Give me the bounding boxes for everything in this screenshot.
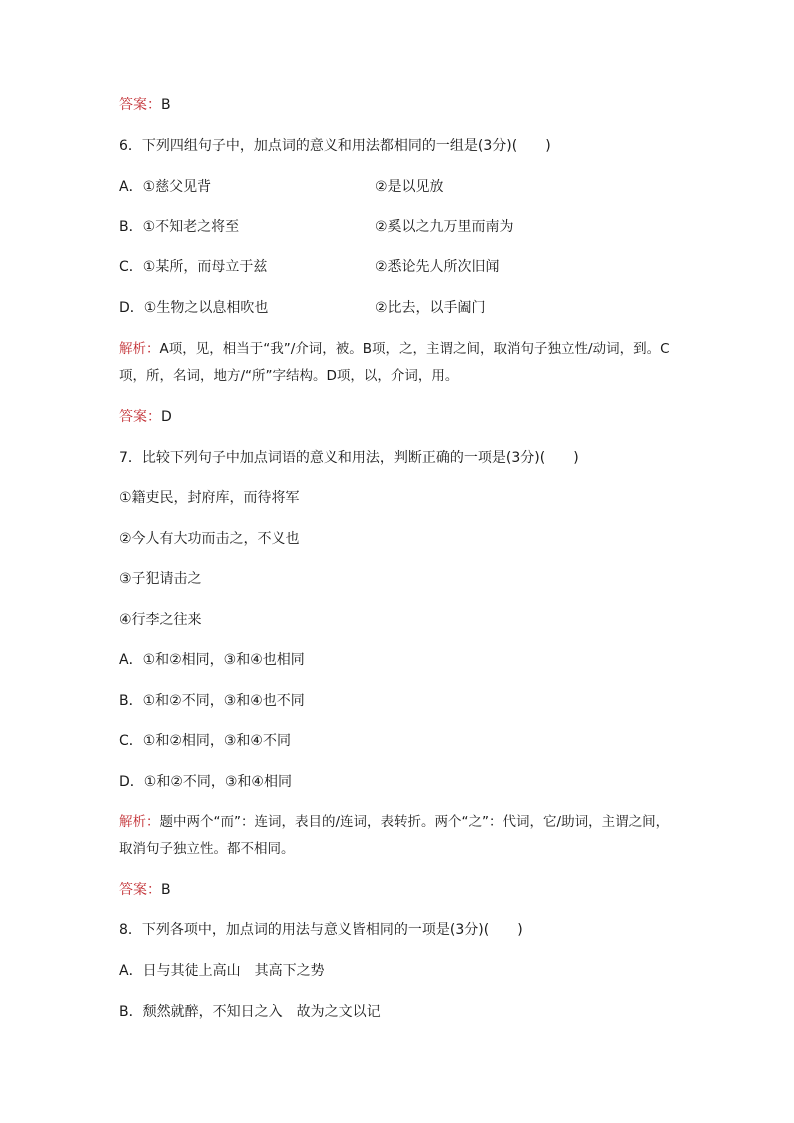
- q5-answer: [119, 95, 171, 115]
- q6-option-d-2: ②比去，以手阖门: [375, 300, 486, 316]
- q6-option-b-1: B．①不知老之将至: [119, 219, 240, 235]
- q8-option-a: A．日与其徒上高山 其高下之势: [119, 963, 325, 979]
- answer-value: B: [161, 882, 171, 898]
- q8-stem: 8．下列各项中，加点词的用法与意义皆相同的一项是(3分)( ): [119, 922, 523, 938]
- q6-option-d-1: D．①生物之以息相吹也: [119, 300, 269, 316]
- q7-stem: 7．比较下列句子中加点词语的意义和用法，判断正确的一项是(3分)( ): [119, 450, 579, 466]
- q6-analysis: [119, 336, 679, 390]
- q7-option-a: A．①和②相同，③和④也相同: [119, 652, 305, 668]
- q6-option-a-1: A．①慈父见背: [119, 179, 212, 195]
- q7-option-b: B．①和②不同，③和④也不同: [119, 693, 305, 709]
- q6-option-c-2: ②悉论先人所次旧闻: [375, 259, 500, 275]
- q7-sentence-1: ①籍吏民，封府库，而待将军: [119, 490, 300, 506]
- q7-answer: [119, 880, 171, 900]
- q6-answer: [119, 407, 172, 427]
- q6-option-b-2: ②奚以之九万里而南为: [375, 219, 514, 235]
- analysis-text: A项，见，相当于“我”/介词，被。B项，之，主谓之间，取消句子独立性/动词，到。C项，所，名词，地方/“所”字结构。D项，以，介词，用。: [119, 341, 670, 384]
- q6-stem: 6．下列四组句子中，加点词的意义和用法都相同的一组是(3分)( ): [119, 138, 551, 154]
- q7-analysis: [119, 809, 679, 863]
- q7-sentence-3: ③子犯请击之: [119, 571, 202, 587]
- q7-option-d: D．①和②不同，③和④相同: [119, 774, 292, 790]
- answer-value: B: [161, 97, 171, 113]
- q6-option-c-1: C．①某所，而母立于兹: [119, 259, 268, 275]
- q7-sentence-2: ②今人有大功而击之，不义也: [119, 531, 300, 547]
- analysis-label: 解析：: [119, 341, 160, 357]
- q7-option-c: C．①和②相同，③和④不同: [119, 733, 291, 749]
- answer-value: D: [161, 409, 172, 425]
- analysis-text: 题中两个“而”：连词，表目的/连词，表转折。两个“之”：代词，它/助词，主谓之间，取消句子独立性。都不相同。: [119, 814, 670, 857]
- q8-option-b: B．颓然就醉，不知日之入 故为之文以记: [119, 1004, 381, 1020]
- answer-label: 答案：: [119, 97, 161, 113]
- answer-label: 答案：: [119, 882, 161, 898]
- answer-label: 答案：: [119, 409, 161, 425]
- q7-sentence-4: ④行李之往来: [119, 612, 202, 628]
- analysis-label: 解析：: [119, 814, 160, 830]
- q6-option-a-2: ②是以见放: [375, 179, 444, 195]
